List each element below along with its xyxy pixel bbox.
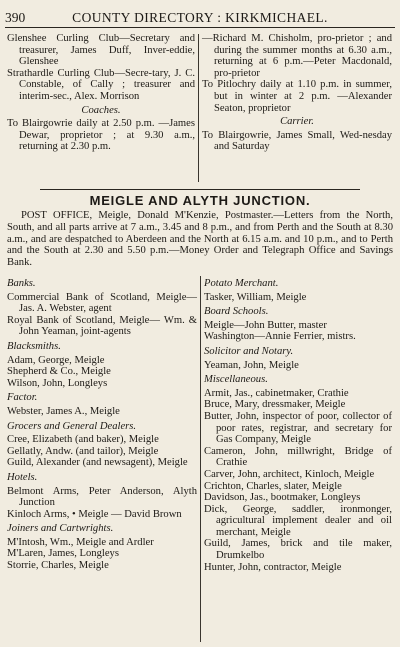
list-item: M'Laren, James, Longleys xyxy=(7,548,119,560)
list-item: Guild, Alexander (and newsagent), Meigle xyxy=(7,457,188,469)
list-item: To Blairgowrie daily at 2.50 p.m. —James Dewar, proprietor ; at 9.30 a.m., returning at 2.30 p.m. xyxy=(7,118,195,153)
banks-heading: Banks. xyxy=(7,278,36,289)
list-item: Yeaman, John, Meigle xyxy=(204,359,299,371)
top-left-column xyxy=(7,33,195,153)
list-item: —Richard M. Chisholm, pro-prietor ; and during the summer months at 6.30 a.m., returning at 6 p.m.—Peter Macdonald, pro-prietor xyxy=(202,33,392,79)
grocers-heading: Grocers and General Dealers. xyxy=(7,420,137,432)
list-item: Tasker, William, Meigle xyxy=(204,291,307,303)
list-item: M'Intosh, Wm., Meigle and Ardler xyxy=(7,536,154,548)
list-item: Guild, James, brick and tile maker, Drumkelbo xyxy=(204,538,392,562)
blacksmiths-heading: Blacksmiths. xyxy=(7,340,61,352)
list-item: Webster, James A., Meigle xyxy=(7,405,120,417)
section-rule xyxy=(40,189,360,190)
list-item: Hunter, John, contractor, Meigle xyxy=(204,561,342,573)
carrier-heading: Carrier. xyxy=(280,116,314,128)
list-item: Commercial Bank of Scotland, Meigle—Jas. A. Webster, agent xyxy=(7,291,197,315)
hotels-heading: Hotels. xyxy=(7,471,38,483)
board-schools-heading: Board Schools. xyxy=(204,306,269,318)
joiners-heading: Joiners and Cartwrights. xyxy=(7,523,114,535)
running-title: COUNTY DIRECTORY : KIRKMICHAEL. xyxy=(72,10,328,25)
list-item: Glenshee Curling Club—Secretary and treasurer, James Duff, Inver-eddie, Glenshee xyxy=(7,33,195,68)
bottom-left-column xyxy=(7,275,197,572)
list-item: Strathardle Curling Club—Secre-tary, J. C. Constable, of Cally ; treasurer and interim-sec., Alex. Morrison xyxy=(7,67,195,102)
list-item: Gellatly, Andw. (and tailor), Meigle xyxy=(7,445,159,457)
list-item: Crichton, Charles, slater, Meigle xyxy=(204,480,342,492)
list-item: Davidson, Jas., bootmaker, Longleys xyxy=(204,492,361,504)
list-item: Armit, Jas., cabinetmaker, Crathie xyxy=(204,387,349,399)
list-item: To Pitlochry daily at 1.10 p.m. in summer, but in winter at 2 p.m. —Alexander Seaton, proprietor xyxy=(202,79,392,114)
list-item: Dick, George, saddler, ironmonger, agricultural implement dealer and oil merchant, Meigle xyxy=(204,503,392,538)
list-item: To Blairgowrie, James Small, Wed-nesday and Saturday xyxy=(202,129,392,153)
list-item: Cameron, John, millwright, Bridge of Crathie xyxy=(204,445,392,469)
solicitor-heading: Solicitor and Notary. xyxy=(204,345,294,357)
list-item: Storrie, Charles, Meigle xyxy=(7,560,109,572)
column-divider xyxy=(198,34,199,182)
page-number: 390 xyxy=(5,10,26,25)
header-rule xyxy=(5,27,395,28)
list-item: Adam, George, Meigle xyxy=(7,354,105,366)
list-item: Cree, Elizabeth (and baker), Meigle xyxy=(7,434,159,446)
list-item: Wilson, John, Longleys xyxy=(7,377,108,389)
potato-heading: Potato Merchant. xyxy=(204,278,279,289)
miscellaneous-heading: Miscellaneous. xyxy=(204,374,268,386)
list-item: Meigle—John Butter, master xyxy=(204,319,327,331)
list-item: Shepherd & Co., Meigle xyxy=(7,366,111,378)
list-item: Washington—Annie Ferrier, mistrs. xyxy=(204,331,356,343)
list-item: Bruce, Mary, dressmaker, Meigle xyxy=(204,399,346,411)
factor-heading: Factor. xyxy=(7,392,38,404)
bottom-right-column xyxy=(204,275,392,573)
top-right-column xyxy=(202,33,392,153)
list-item: Royal Bank of Scotland, Meigle— Wm. & John Yeaman, joint-agents xyxy=(7,314,197,338)
post-office-paragraph: POST OFFICE, Meigle, Donald M'Kenzie, Postmaster.—Letters from the North, South, and all parts arrive at 7 a.m., 3.45 and 8 p.m., and from Perth and the South at 8.30 a.m., and are despatched to Aberdeen and the North at 6.15 a.m. and 10 p.m., and to Perth and the South at 2.30 and 5.50 p.m.—Money Order and Telegraph Office and Savings Bank. xyxy=(7,210,393,269)
list-item: Butter, John, inspector of poor, collector of poor rates, registrar, and secretary for Gas Company, Meigle xyxy=(204,410,392,446)
section-title: MEIGLE AND ALYTH JUNCTION. xyxy=(89,193,311,208)
list-item: Carver, John, architect, Kinloch, Meigle xyxy=(204,468,375,480)
list-item: Belmont Arms, Peter Anderson, Alyth Junction xyxy=(7,485,197,509)
column-divider xyxy=(200,276,201,642)
page-header xyxy=(5,10,395,30)
coaches-heading: Coaches. xyxy=(81,104,121,116)
list-item: Kinloch Arms, • Meigle — David Brown xyxy=(7,508,182,520)
